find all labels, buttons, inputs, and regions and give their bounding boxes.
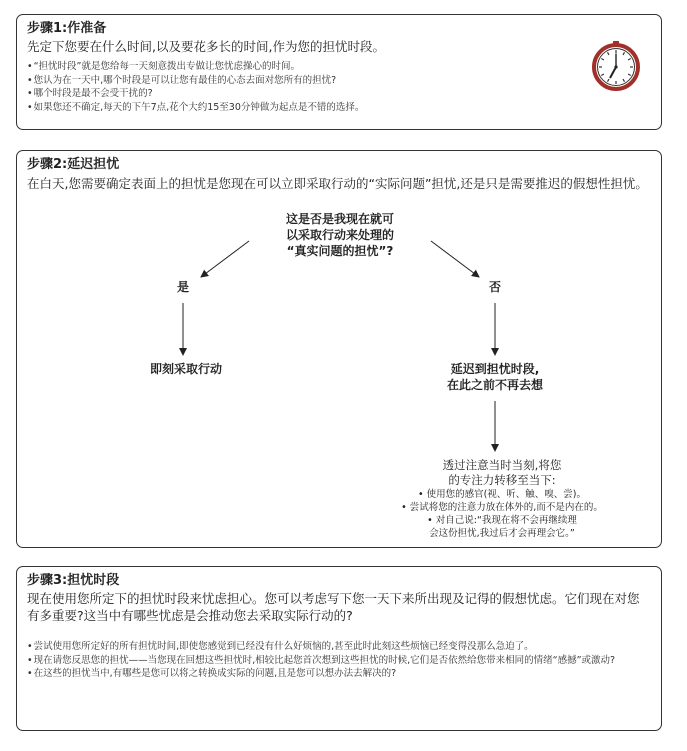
step2-intro: 在白天,您需要确定表面上的担忧是您现在可以立即采取行动的“实际问题”担忧,还是只是需要推迟的假想性担忧。	[27, 176, 648, 191]
list-item: • 尝试使用您所定好的所有担忧时间,即使您感觉到已经没有什么好烦恼的,甚至此时此刻这些烦恼已经变得没那么急迫了。	[27, 640, 651, 654]
clock-icon	[589, 39, 643, 93]
redirect-line: • 尝试将您的注意力放在体外的,而不是内在的。	[401, 502, 603, 513]
list-item: • “担忧时段”就是您给每一天刻意拨出专做让您忧虑操心的时间。	[27, 60, 547, 74]
question-line: “真实问题的担忧”?	[286, 244, 394, 258]
question-node	[245, 211, 435, 259]
list-item: • 现在请您反思您的担忧——当您现在回想这些担忧时,相较比起您首次想到这些担忧的时候,它们是否依然给您带来相同的情绪“感撼”或激动?	[27, 654, 651, 668]
list-item: • 在这些的担忧当中,有哪些是您可以将之转换成实际的问题,且是您可以想办法去解决的?	[27, 667, 651, 681]
yes-node: 是	[176, 280, 189, 294]
step1-title: 步骤1:作准备	[27, 21, 107, 36]
step3-bullet-list	[27, 640, 651, 681]
step1-intro: 先定下您要在什么时间,以及要花多长的时间,作为您的担忧时段。	[27, 39, 385, 54]
redirect-line: 的专注力转移至当下:	[448, 473, 556, 487]
list-item: • 哪个时段是最不会受干扰的?	[27, 87, 547, 101]
step3-panel	[16, 566, 662, 731]
step2-panel	[16, 150, 662, 548]
delay-line: 在此之前不再去想	[446, 378, 543, 392]
list-item: • 如果您还不确定,每天的下午7点,花个大约15至30分钟做为起点是不错的选择。	[27, 101, 547, 115]
delay-line: 延迟到担忧时段,	[450, 362, 540, 376]
redirect-line: • 使用您的感官(视、听、触、嗅、尝)。	[417, 489, 587, 500]
redirect-line: 透过注意当时当刻,将您	[442, 458, 562, 472]
list-item: • 您认为在一天中,哪个时段是可以让您有最佳的心态去面对您所有的担忧?	[27, 74, 547, 88]
arrow-to-yes	[201, 241, 249, 277]
step1-bullet-list	[27, 60, 547, 114]
act-now-node: 即刻采取行动	[149, 362, 222, 376]
step1-panel	[16, 14, 662, 130]
question-line: 以采取行动来处理的	[285, 228, 394, 242]
redirect-attention-node	[357, 458, 647, 540]
step3-title: 步骤3:担忧时段	[27, 573, 120, 588]
delay-node	[415, 361, 575, 393]
redirect-line: 会这份担忧,我过后才会再理会它。”	[429, 528, 575, 539]
decision-flowchart	[17, 151, 663, 549]
step3-intro: 现在使用您所定下的担忧时段来忧虑担心。您可以考虑写下您一天下来所出现及记得的假想忧虑。它们现在对您有多重要?这当中有哪些忧虑是会推动您去采取实际行动的?	[27, 591, 640, 623]
redirect-line: • 对自己说:“我现在将不会再继续理	[427, 515, 577, 526]
question-line: 这是否是我现在就可	[285, 212, 394, 226]
arrow-to-no	[431, 241, 479, 277]
step2-title: 步骤2:延迟担忧	[27, 157, 120, 172]
no-node: 否	[488, 280, 501, 294]
